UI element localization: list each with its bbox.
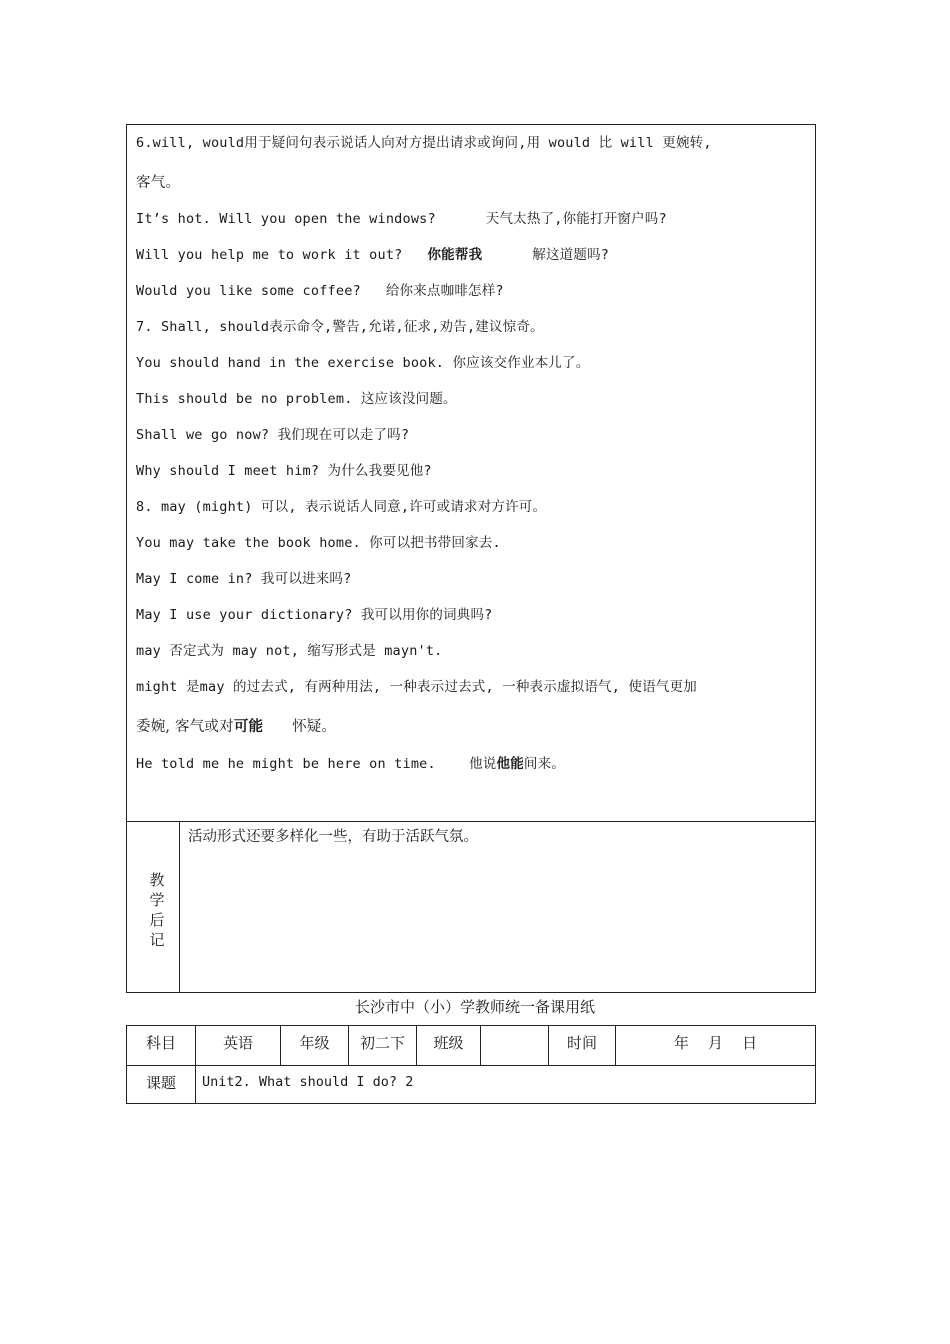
text-line-18-start: He told me he might be here on time. 他说 (136, 756, 497, 772)
text-line-3: It’s hot. Will you open the windows? 天气太热了,你能打开窗户吗? (136, 211, 667, 227)
text-line-9: Shall we go now? 我们现在可以走了吗? (136, 427, 410, 443)
text-line-17 (136, 715, 336, 736)
subject-label: 科目 (127, 1026, 196, 1066)
text-line-14: May I use your dictionary? 我可以用你的词典吗? (136, 607, 493, 623)
text-line-1: 6.will, would用于疑问句表示说话人向对方提出请求或询问,用 would 比 will 更婉转, (136, 135, 712, 151)
text-line-15: may 否定式为 may not, 缩写形式是 mayn't. (136, 643, 443, 659)
info-row-2 (127, 1066, 816, 1104)
text-line-10: Why should I meet him? 为什么我要见他? (136, 463, 432, 479)
text-line-2: 客气。 (136, 175, 181, 191)
text-line-8: This should be no problem. 这应该没问题。 (136, 391, 457, 407)
text-line-5: Would you like some coffee? 给你来点咖啡怎样? (136, 283, 504, 299)
grade-value: 初二下 (349, 1026, 417, 1066)
text-line-13: May I come in? 我可以进来吗? (136, 571, 352, 587)
section-divider (127, 821, 815, 822)
text-line-17-bold: 可能 (233, 718, 264, 735)
footer-title: 长沙市中（小）学教师统一备课用纸 (354, 998, 595, 1016)
lesson-info-table (126, 1025, 816, 1104)
text-line-4-start: Will you help me to work it out? (136, 247, 428, 263)
text-line-17-tail: 怀疑。 (263, 719, 337, 735)
text-line-18-bold: 他能 (496, 756, 524, 772)
text-line-6: 7. Shall, should表示命令,警告,允诺,征求,劝告,建议惊奇。 (136, 319, 544, 335)
side-column-divider (179, 821, 180, 992)
teaching-reflection-text: 活动形式还要多样化一些，有助于活跃气氛。 (188, 829, 478, 845)
text-line-17-start: 委婉, 客气或对 (136, 719, 234, 735)
text-line-4-tail: 解这道题吗? (482, 247, 610, 263)
grade-label: 年级 (281, 1026, 349, 1066)
text-line-18 (136, 752, 565, 772)
class-value (481, 1026, 549, 1066)
topic-value: Unit2. What should I do? 2 (196, 1066, 816, 1104)
topic-label: 课题 (127, 1066, 196, 1104)
text-line-4 (136, 243, 609, 263)
teaching-reflection-label: 教学后记 (149, 871, 165, 949)
text-line-12: You may take the book home. 你可以把书带回家去. (136, 535, 501, 551)
class-label: 班级 (417, 1026, 481, 1066)
time-label: 时间 (549, 1026, 616, 1066)
text-line-7: You should hand in the exercise book. 你应该交作业本儿了。 (136, 355, 590, 371)
date-value: 年 月 日 (616, 1026, 816, 1066)
text-line-16: might 是may 的过去式, 有两种用法, 一种表示过去式, 一种表示虚拟语气, 使语气更加 (136, 679, 697, 695)
info-row-1 (127, 1026, 816, 1066)
subject-value: 英语 (196, 1026, 281, 1066)
lesson-content-box (126, 124, 816, 993)
text-line-4-bold: 你能帮我 (427, 247, 483, 263)
text-line-18-tail: 间来。 (523, 756, 566, 772)
text-line-11: 8. may (might) 可以, 表示说话人同意,许可或请求对方许可。 (136, 499, 547, 515)
